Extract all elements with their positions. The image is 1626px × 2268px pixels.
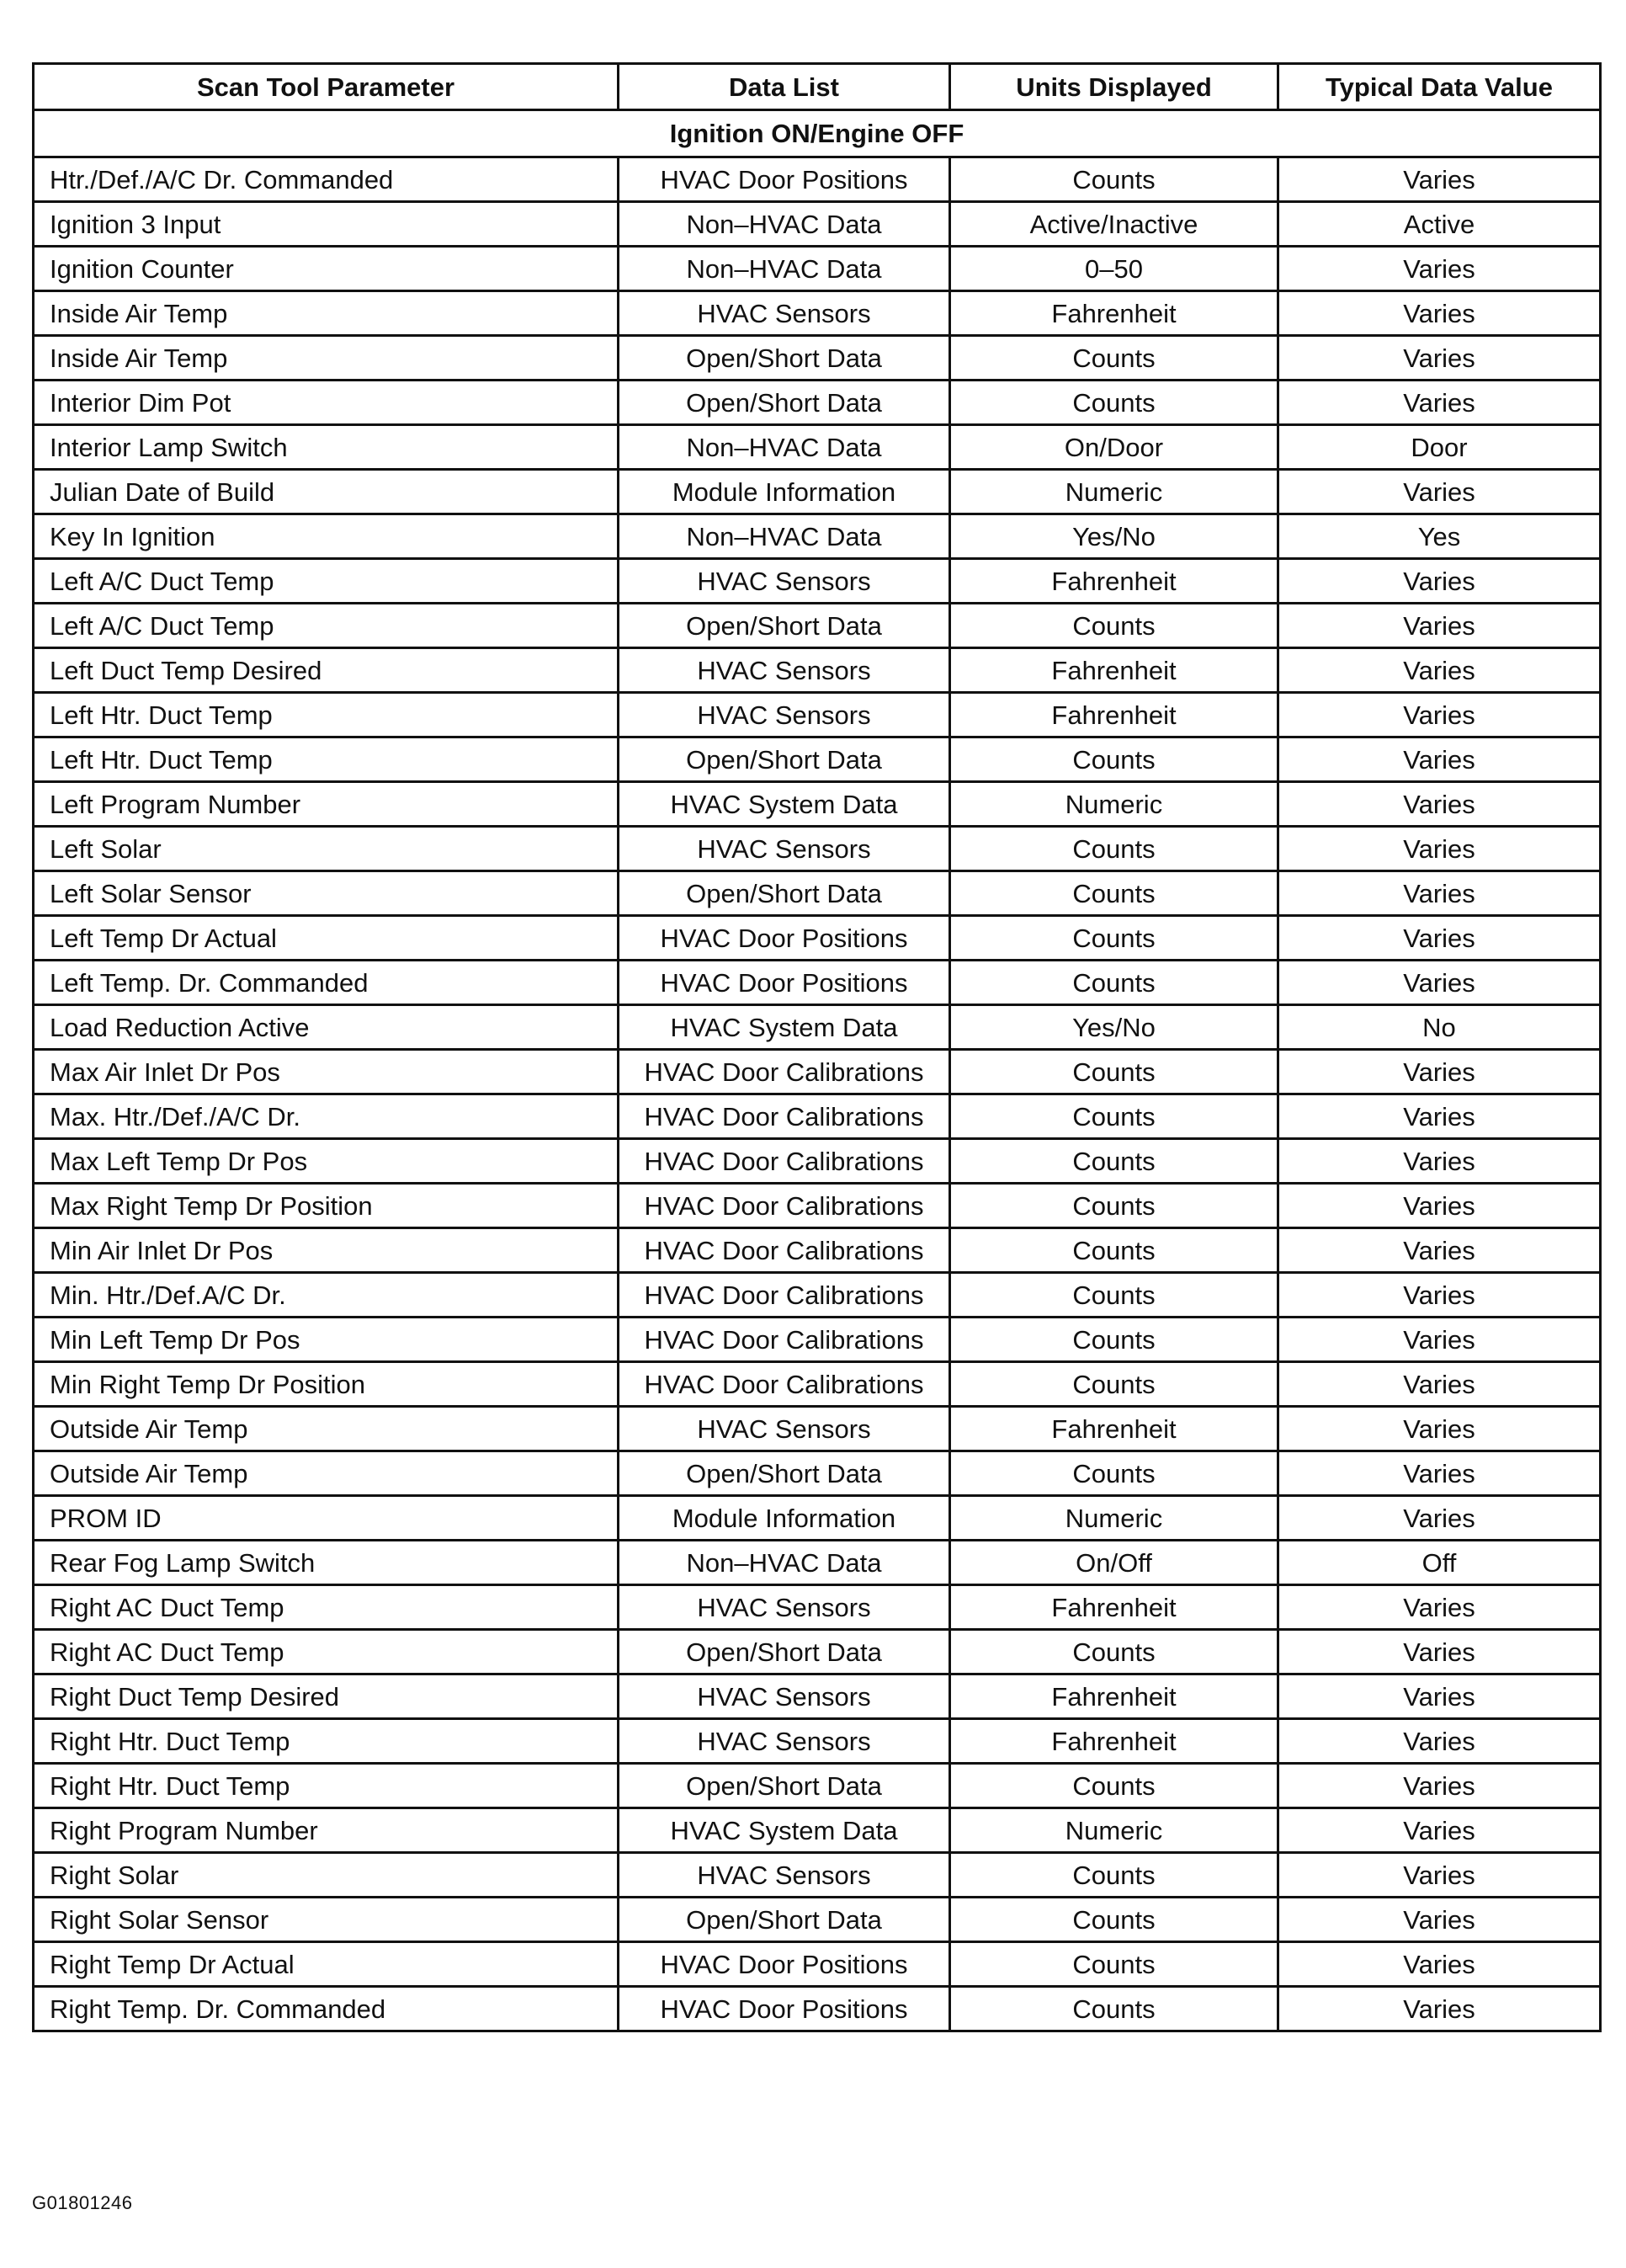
header-data-list: Data List [619, 64, 950, 110]
table-row [34, 1318, 1601, 1362]
cell-units-displayed: Counts [950, 737, 1278, 782]
cell-typical-data-value: Varies [1278, 470, 1601, 514]
cell-typical-data-value: Varies [1278, 1987, 1601, 2031]
cell-scan-tool-parameter: Right Duct Temp Desired [34, 1674, 619, 1719]
cell-scan-tool-parameter: Htr./Def./A/C Dr. Commanded [34, 157, 619, 202]
cell-typical-data-value: Varies [1278, 1764, 1601, 1808]
table-row [34, 1496, 1601, 1541]
cell-units-displayed: Counts [950, 1139, 1278, 1184]
cell-typical-data-value: Yes [1278, 514, 1601, 559]
table-row [34, 202, 1601, 247]
cell-units-displayed: Counts [950, 1853, 1278, 1898]
cell-typical-data-value: Varies [1278, 1585, 1601, 1630]
table-row [34, 470, 1601, 514]
cell-data-list: HVAC Sensors [619, 1674, 950, 1719]
cell-scan-tool-parameter: Right Program Number [34, 1808, 619, 1853]
cell-typical-data-value: Varies [1278, 961, 1601, 1005]
header-row [34, 64, 1601, 110]
cell-scan-tool-parameter: Right Solar Sensor [34, 1898, 619, 1942]
table-row [34, 1139, 1601, 1184]
table-row [34, 1764, 1601, 1808]
cell-data-list: HVAC Door Calibrations [619, 1362, 950, 1407]
cell-units-displayed: Fahrenheit [950, 693, 1278, 737]
cell-units-displayed: Fahrenheit [950, 1674, 1278, 1719]
section-row [34, 110, 1601, 157]
table-row [34, 827, 1601, 871]
cell-scan-tool-parameter: Key In Ignition [34, 514, 619, 559]
cell-typical-data-value: Varies [1278, 1451, 1601, 1496]
cell-scan-tool-parameter: Min. Htr./Def.A/C Dr. [34, 1273, 619, 1318]
cell-units-displayed: Counts [950, 1094, 1278, 1139]
cell-data-list: HVAC Sensors [619, 1585, 950, 1630]
table-row [34, 1585, 1601, 1630]
cell-typical-data-value: No [1278, 1005, 1601, 1050]
cell-units-displayed: Counts [950, 871, 1278, 916]
cell-data-list: HVAC Sensors [619, 827, 950, 871]
cell-units-displayed: Counts [950, 1362, 1278, 1407]
cell-units-displayed: Counts [950, 157, 1278, 202]
table-header [34, 64, 1601, 110]
cell-scan-tool-parameter: Right Temp Dr Actual [34, 1942, 619, 1987]
cell-typical-data-value: Varies [1278, 1808, 1601, 1853]
cell-units-displayed: Counts [950, 1987, 1278, 2031]
table-row [34, 1228, 1601, 1273]
figure-id: G01801246 [32, 2192, 133, 2213]
cell-data-list: Module Information [619, 1496, 950, 1541]
cell-units-displayed: Counts [950, 1764, 1278, 1808]
cell-units-displayed: Active/Inactive [950, 202, 1278, 247]
table-body [34, 110, 1601, 2031]
cell-typical-data-value: Varies [1278, 1853, 1601, 1898]
cell-units-displayed: Fahrenheit [950, 559, 1278, 604]
table-row [34, 1094, 1601, 1139]
table-row [34, 157, 1601, 202]
table-row [34, 425, 1601, 470]
cell-scan-tool-parameter: Interior Dim Pot [34, 381, 619, 425]
cell-data-list: Non–HVAC Data [619, 514, 950, 559]
cell-data-list: HVAC Door Positions [619, 157, 950, 202]
cell-units-displayed: Numeric [950, 782, 1278, 827]
cell-typical-data-value: Varies [1278, 247, 1601, 291]
cell-scan-tool-parameter: Min Air Inlet Dr Pos [34, 1228, 619, 1273]
cell-units-displayed: Counts [950, 1942, 1278, 1987]
cell-data-list: HVAC Sensors [619, 1853, 950, 1898]
cell-scan-tool-parameter: Right Htr. Duct Temp [34, 1719, 619, 1764]
cell-scan-tool-parameter: Left A/C Duct Temp [34, 559, 619, 604]
cell-typical-data-value: Varies [1278, 1228, 1601, 1273]
scan-tool-data-table-container [32, 62, 1599, 2032]
cell-data-list: Non–HVAC Data [619, 425, 950, 470]
table-row [34, 559, 1601, 604]
cell-units-displayed: Counts [950, 916, 1278, 961]
cell-units-displayed: Fahrenheit [950, 1585, 1278, 1630]
cell-scan-tool-parameter: Max Left Temp Dr Pos [34, 1139, 619, 1184]
cell-data-list: HVAC Door Calibrations [619, 1050, 950, 1094]
cell-typical-data-value: Varies [1278, 1050, 1601, 1094]
cell-scan-tool-parameter: Max Right Temp Dr Position [34, 1184, 619, 1228]
table-row [34, 1273, 1601, 1318]
table-row [34, 916, 1601, 961]
cell-typical-data-value: Varies [1278, 291, 1601, 336]
table-row [34, 1719, 1601, 1764]
cell-scan-tool-parameter: Max Air Inlet Dr Pos [34, 1050, 619, 1094]
table-row [34, 291, 1601, 336]
section-title: Ignition ON/Engine OFF [34, 110, 1601, 157]
table-row [34, 604, 1601, 648]
cell-units-displayed: Counts [950, 1273, 1278, 1318]
cell-typical-data-value: Varies [1278, 1094, 1601, 1139]
cell-data-list: Non–HVAC Data [619, 247, 950, 291]
cell-scan-tool-parameter: PROM ID [34, 1496, 619, 1541]
cell-units-displayed: 0–50 [950, 247, 1278, 291]
cell-typical-data-value: Varies [1278, 1630, 1601, 1674]
cell-data-list: Open/Short Data [619, 737, 950, 782]
cell-data-list: HVAC Door Calibrations [619, 1184, 950, 1228]
cell-typical-data-value: Door [1278, 425, 1601, 470]
cell-scan-tool-parameter: Ignition Counter [34, 247, 619, 291]
cell-typical-data-value: Varies [1278, 916, 1601, 961]
table-row [34, 1898, 1601, 1942]
cell-data-list: HVAC System Data [619, 1005, 950, 1050]
table-row [34, 1407, 1601, 1451]
cell-scan-tool-parameter: Interior Lamp Switch [34, 425, 619, 470]
cell-data-list: Open/Short Data [619, 1898, 950, 1942]
cell-scan-tool-parameter: Min Right Temp Dr Position [34, 1362, 619, 1407]
table-row [34, 1987, 1601, 2031]
cell-scan-tool-parameter: Max. Htr./Def./A/C Dr. [34, 1094, 619, 1139]
scan-tool-data-table [32, 62, 1602, 2032]
table-row [34, 871, 1601, 916]
cell-scan-tool-parameter: Inside Air Temp [34, 291, 619, 336]
table-row [34, 336, 1601, 381]
cell-scan-tool-parameter: Right Solar [34, 1853, 619, 1898]
cell-units-displayed: Counts [950, 1630, 1278, 1674]
table-row [34, 1853, 1601, 1898]
cell-data-list: HVAC System Data [619, 1808, 950, 1853]
cell-data-list: Open/Short Data [619, 1764, 950, 1808]
cell-scan-tool-parameter: Left Program Number [34, 782, 619, 827]
cell-scan-tool-parameter: Outside Air Temp [34, 1407, 619, 1451]
cell-scan-tool-parameter: Ignition 3 Input [34, 202, 619, 247]
cell-data-list: Open/Short Data [619, 871, 950, 916]
cell-units-displayed: Counts [950, 961, 1278, 1005]
header-units-displayed: Units Displayed [950, 64, 1278, 110]
cell-typical-data-value: Varies [1278, 1496, 1601, 1541]
cell-data-list: HVAC Door Calibrations [619, 1228, 950, 1273]
cell-scan-tool-parameter: Left Htr. Duct Temp [34, 737, 619, 782]
cell-typical-data-value: Varies [1278, 1273, 1601, 1318]
cell-typical-data-value: Varies [1278, 559, 1601, 604]
table-row [34, 1184, 1601, 1228]
cell-typical-data-value: Varies [1278, 693, 1601, 737]
cell-data-list: HVAC Door Positions [619, 1987, 950, 2031]
cell-scan-tool-parameter: Left Duct Temp Desired [34, 648, 619, 693]
cell-typical-data-value: Varies [1278, 1407, 1601, 1451]
cell-data-list: HVAC Door Positions [619, 961, 950, 1005]
cell-data-list: HVAC Door Calibrations [619, 1273, 950, 1318]
cell-typical-data-value: Varies [1278, 1719, 1601, 1764]
cell-typical-data-value: Varies [1278, 737, 1601, 782]
table-row [34, 1674, 1601, 1719]
table-row [34, 1942, 1601, 1987]
cell-units-displayed: Numeric [950, 1496, 1278, 1541]
cell-data-list: Non–HVAC Data [619, 202, 950, 247]
cell-typical-data-value: Varies [1278, 1318, 1601, 1362]
cell-units-displayed: Fahrenheit [950, 291, 1278, 336]
table-row [34, 1451, 1601, 1496]
cell-units-displayed: Counts [950, 336, 1278, 381]
cell-scan-tool-parameter: Left Htr. Duct Temp [34, 693, 619, 737]
cell-data-list: HVAC Sensors [619, 693, 950, 737]
cell-units-displayed: Fahrenheit [950, 648, 1278, 693]
table-row [34, 247, 1601, 291]
cell-units-displayed: Counts [950, 1050, 1278, 1094]
table-row [34, 381, 1601, 425]
table-row [34, 1362, 1601, 1407]
cell-scan-tool-parameter: Right Temp. Dr. Commanded [34, 1987, 619, 2031]
cell-data-list: HVAC Door Calibrations [619, 1139, 950, 1184]
cell-typical-data-value: Varies [1278, 336, 1601, 381]
cell-typical-data-value: Varies [1278, 1184, 1601, 1228]
cell-units-displayed: Counts [950, 1318, 1278, 1362]
cell-units-displayed: Counts [950, 1898, 1278, 1942]
cell-data-list: Open/Short Data [619, 1630, 950, 1674]
cell-typical-data-value: Active [1278, 202, 1601, 247]
cell-scan-tool-parameter: Left Solar Sensor [34, 871, 619, 916]
cell-scan-tool-parameter: Min Left Temp Dr Pos [34, 1318, 619, 1362]
cell-units-displayed: Yes/No [950, 1005, 1278, 1050]
cell-scan-tool-parameter: Julian Date of Build [34, 470, 619, 514]
cell-scan-tool-parameter: Rear Fog Lamp Switch [34, 1541, 619, 1585]
cell-scan-tool-parameter: Right AC Duct Temp [34, 1630, 619, 1674]
cell-data-list: HVAC Sensors [619, 291, 950, 336]
cell-data-list: Open/Short Data [619, 381, 950, 425]
cell-typical-data-value: Varies [1278, 827, 1601, 871]
cell-data-list: Module Information [619, 470, 950, 514]
cell-data-list: HVAC Sensors [619, 1407, 950, 1451]
cell-units-displayed: Counts [950, 1184, 1278, 1228]
cell-data-list: Open/Short Data [619, 336, 950, 381]
cell-typical-data-value: Varies [1278, 871, 1601, 916]
cell-data-list: Open/Short Data [619, 604, 950, 648]
cell-data-list: Open/Short Data [619, 1451, 950, 1496]
cell-scan-tool-parameter: Left Temp. Dr. Commanded [34, 961, 619, 1005]
cell-units-displayed: Counts [950, 604, 1278, 648]
cell-scan-tool-parameter: Inside Air Temp [34, 336, 619, 381]
header-scan-tool-parameter: Scan Tool Parameter [34, 64, 619, 110]
cell-typical-data-value: Varies [1278, 1674, 1601, 1719]
cell-typical-data-value: Varies [1278, 648, 1601, 693]
cell-units-displayed: Fahrenheit [950, 1719, 1278, 1764]
table-row [34, 782, 1601, 827]
cell-data-list: HVAC Door Positions [619, 1942, 950, 1987]
cell-typical-data-value: Varies [1278, 1362, 1601, 1407]
header-typical-data-value: Typical Data Value [1278, 64, 1601, 110]
cell-units-displayed: Counts [950, 381, 1278, 425]
cell-typical-data-value: Varies [1278, 1139, 1601, 1184]
cell-data-list: HVAC Sensors [619, 1719, 950, 1764]
table-row [34, 648, 1601, 693]
cell-typical-data-value: Varies [1278, 782, 1601, 827]
cell-data-list: HVAC System Data [619, 782, 950, 827]
cell-units-displayed: Counts [950, 1451, 1278, 1496]
cell-scan-tool-parameter: Left A/C Duct Temp [34, 604, 619, 648]
cell-typical-data-value: Varies [1278, 157, 1601, 202]
cell-units-displayed: Numeric [950, 1808, 1278, 1853]
cell-data-list: HVAC Door Positions [619, 916, 950, 961]
cell-scan-tool-parameter: Outside Air Temp [34, 1451, 619, 1496]
cell-typical-data-value: Varies [1278, 604, 1601, 648]
table-row [34, 961, 1601, 1005]
cell-typical-data-value: Varies [1278, 1898, 1601, 1942]
table-row [34, 1630, 1601, 1674]
table-row [34, 514, 1601, 559]
cell-units-displayed: Counts [950, 827, 1278, 871]
cell-data-list: Non–HVAC Data [619, 1541, 950, 1585]
cell-typical-data-value: Varies [1278, 381, 1601, 425]
cell-typical-data-value: Off [1278, 1541, 1601, 1585]
cell-scan-tool-parameter: Left Solar [34, 827, 619, 871]
cell-units-displayed: Counts [950, 1228, 1278, 1273]
cell-units-displayed: On/Off [950, 1541, 1278, 1585]
table-row [34, 1541, 1601, 1585]
cell-data-list: HVAC Door Calibrations [619, 1318, 950, 1362]
cell-scan-tool-parameter: Load Reduction Active [34, 1005, 619, 1050]
cell-scan-tool-parameter: Right AC Duct Temp [34, 1585, 619, 1630]
cell-units-displayed: Yes/No [950, 514, 1278, 559]
cell-units-displayed: On/Door [950, 425, 1278, 470]
cell-typical-data-value: Varies [1278, 1942, 1601, 1987]
cell-scan-tool-parameter: Right Htr. Duct Temp [34, 1764, 619, 1808]
cell-units-displayed: Fahrenheit [950, 1407, 1278, 1451]
cell-units-displayed: Numeric [950, 470, 1278, 514]
table-row [34, 693, 1601, 737]
cell-data-list: HVAC Sensors [619, 559, 950, 604]
cell-data-list: HVAC Sensors [619, 648, 950, 693]
cell-data-list: HVAC Door Calibrations [619, 1094, 950, 1139]
table-row [34, 1808, 1601, 1853]
table-row [34, 737, 1601, 782]
cell-scan-tool-parameter: Left Temp Dr Actual [34, 916, 619, 961]
table-row [34, 1005, 1601, 1050]
table-row [34, 1050, 1601, 1094]
